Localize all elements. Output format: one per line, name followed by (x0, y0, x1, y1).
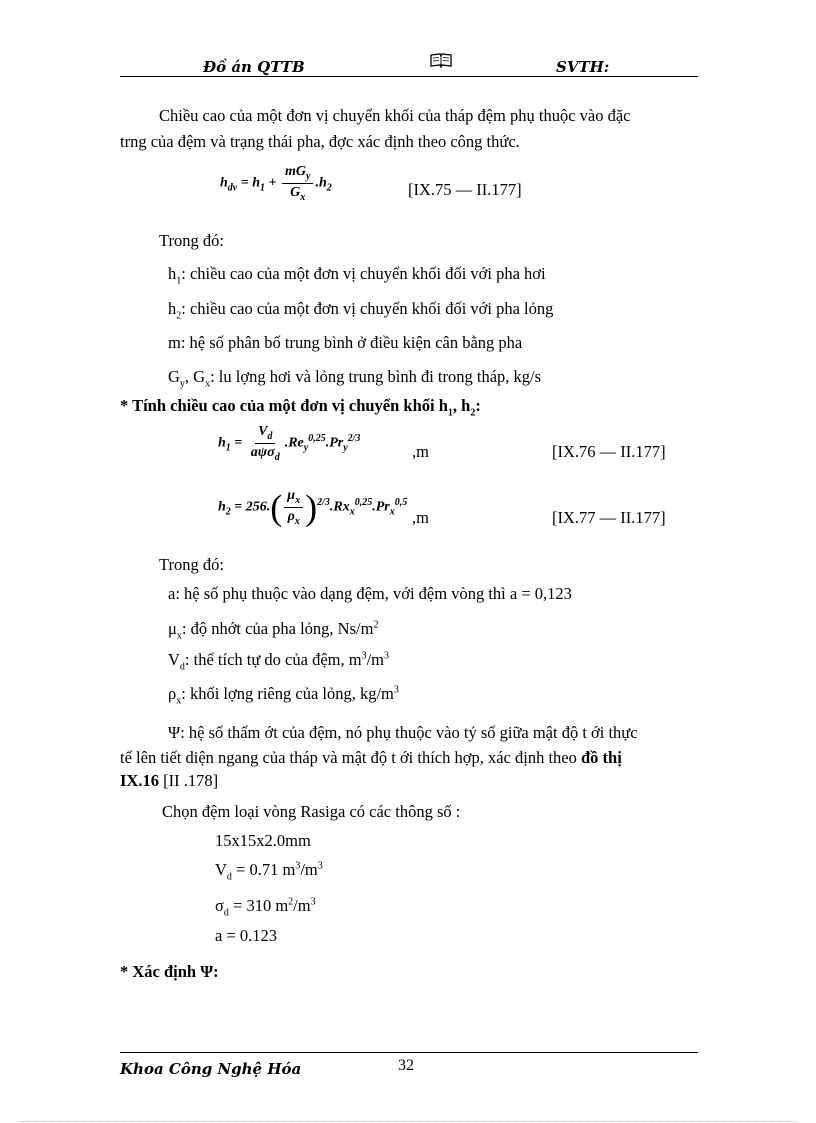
def-psi-text-3: [II .178] (158, 771, 219, 790)
choose-size: 15x15x2.0mm (215, 831, 311, 850)
def-vd: $V_d$: thể tích tự do của đệm, $m^3/m^3$ (168, 650, 389, 673)
formula-h1-unit: ,m (412, 442, 429, 461)
def-g: $G_y$, $G_x$: lu lợng hơi và lỏng trung bình đi trong tháp, kg/s (168, 367, 542, 390)
formula-h2-unit: ,m (412, 508, 429, 527)
def-h2-text: : chiều cao của một đơn vị chuyển khối đối với pha lỏng (181, 299, 554, 318)
bottom-dotted-border (20, 1121, 796, 1122)
def-psi-line-1: Ψ: hệ số thấm ớt của đệm, nó phụ thuộc vào tỷ số giữa mật độ t ới thực (168, 723, 638, 742)
header-rule (120, 76, 698, 77)
formula-h2-ref: [IX.77 — II.177] (552, 508, 666, 527)
choose-vd-text: = 0.71 m (231, 860, 296, 879)
formula-h2: $h_2 = 256$.( $\frac{\mu_x}{\rho_x}$ )$^{2/3}.Rx_x^{0,25}.Pr_x^{0,5}$ (218, 487, 408, 528)
footer-rule (120, 1052, 698, 1053)
defs1-title: Trong đó: (159, 231, 224, 250)
def-h1-text: : chiều cao của một đơn vị chuyển khối đối với pha hơi (181, 264, 546, 283)
footer-faculty: Khoa Công Nghệ Hóa (120, 1060, 302, 1078)
open-book-icon (430, 52, 452, 68)
formula-h1-ref: [IX.76 — II.177] (552, 442, 666, 461)
choose-title: Chọn đệm loại vòng Rasiga có các thông số : (162, 802, 461, 821)
def-psi-line-3 (120, 771, 218, 791)
def-rho: $\rho_x$: khối lợng riêng của lỏng, $kg/m^3$ (168, 684, 399, 707)
page-number: 32 (398, 1057, 414, 1074)
def-psi-line-2 (120, 748, 622, 768)
def-h1: $h_1$: chiều cao của một đơn vị chuyển khối đối với pha hơi (168, 264, 546, 287)
formula-h1: $h_1$ = $\frac{V_d}{a\psi\sigma_d}$ $.Re_y^{0,25}.Pr_y^{2/3}$ (218, 424, 361, 463)
def-a: a: hệ số phụ thuộc vào dạng đệm, với đệm vòng thì a = 0,123 (168, 584, 572, 603)
def-vd-text: : thể tích tự do của đệm, m (184, 650, 362, 669)
choose-a: a = 0.123 (215, 926, 278, 945)
def-h2: $h_2$: chiều cao của một đơn vị chuyển khối đối với pha lỏng (168, 299, 554, 322)
choose-vd: $V_d = 0.71$ $m^3/m^3$ (215, 860, 323, 883)
def-psi-bold-graph: đồ thị (581, 748, 622, 767)
formula-hdv-ref: [IX.75 — II.177] (408, 180, 522, 199)
choose-sigma-text: = 310 m (228, 896, 289, 915)
section-psi-heading: * Xác định Ψ: (120, 962, 219, 981)
intro-line-1: Chiều cao của một đơn vị chuyển khối của tháp đệm phụ thuộc vào đặc (159, 106, 631, 125)
header-student: SVTH: (556, 58, 610, 76)
header-title: Đồ án QTTB (203, 58, 305, 76)
def-mu: $\mu_x$: độ nhớt của pha lỏng, $Ns/m^2$ (168, 619, 379, 642)
section-h1h2-heading: * Tính chiều cao của một đơn vị chuyển khối $h_1$, $h_2$: (120, 396, 481, 419)
section-h1h2-text: * Tính chiều cao của một đơn vị chuyển khối h (120, 396, 448, 415)
def-psi-bold-ix: IX.16 (120, 771, 159, 790)
def-psi-text-2: tế lên tiết diện ngang của tháp và mật độ t ới thích hợp, xác định theo (120, 748, 581, 767)
intro-line-2: trng của đệm và trạng thái pha, đợc xác định theo công thức. (120, 132, 520, 151)
defs2-title: Trong đó: (159, 555, 224, 574)
def-mu-text: : độ nhớt của pha lỏng, Ns/m (181, 619, 374, 638)
def-psi-text-1: : hệ số thấm ớt của đệm, nó phụ thuộc vào tỷ số giữa mật độ t ới thực (180, 723, 638, 742)
def-m: m: hệ số phân bố trung bình ở điều kiện cân bằng pha (168, 333, 523, 352)
formula-hdv: $h_{dv} = h_1$ + $\frac{mG_y}{G_x}$ $.h_2$ (220, 164, 332, 203)
def-rho-text: : khối lợng riêng của lỏng, kg/m (181, 684, 394, 703)
choose-sigma: $\sigma_d = 310$ $m^2/m^3$ (215, 896, 316, 919)
def-g-text: : lu lợng hơi và lỏng trung bình đi trong tháp, kg/s (210, 367, 542, 386)
